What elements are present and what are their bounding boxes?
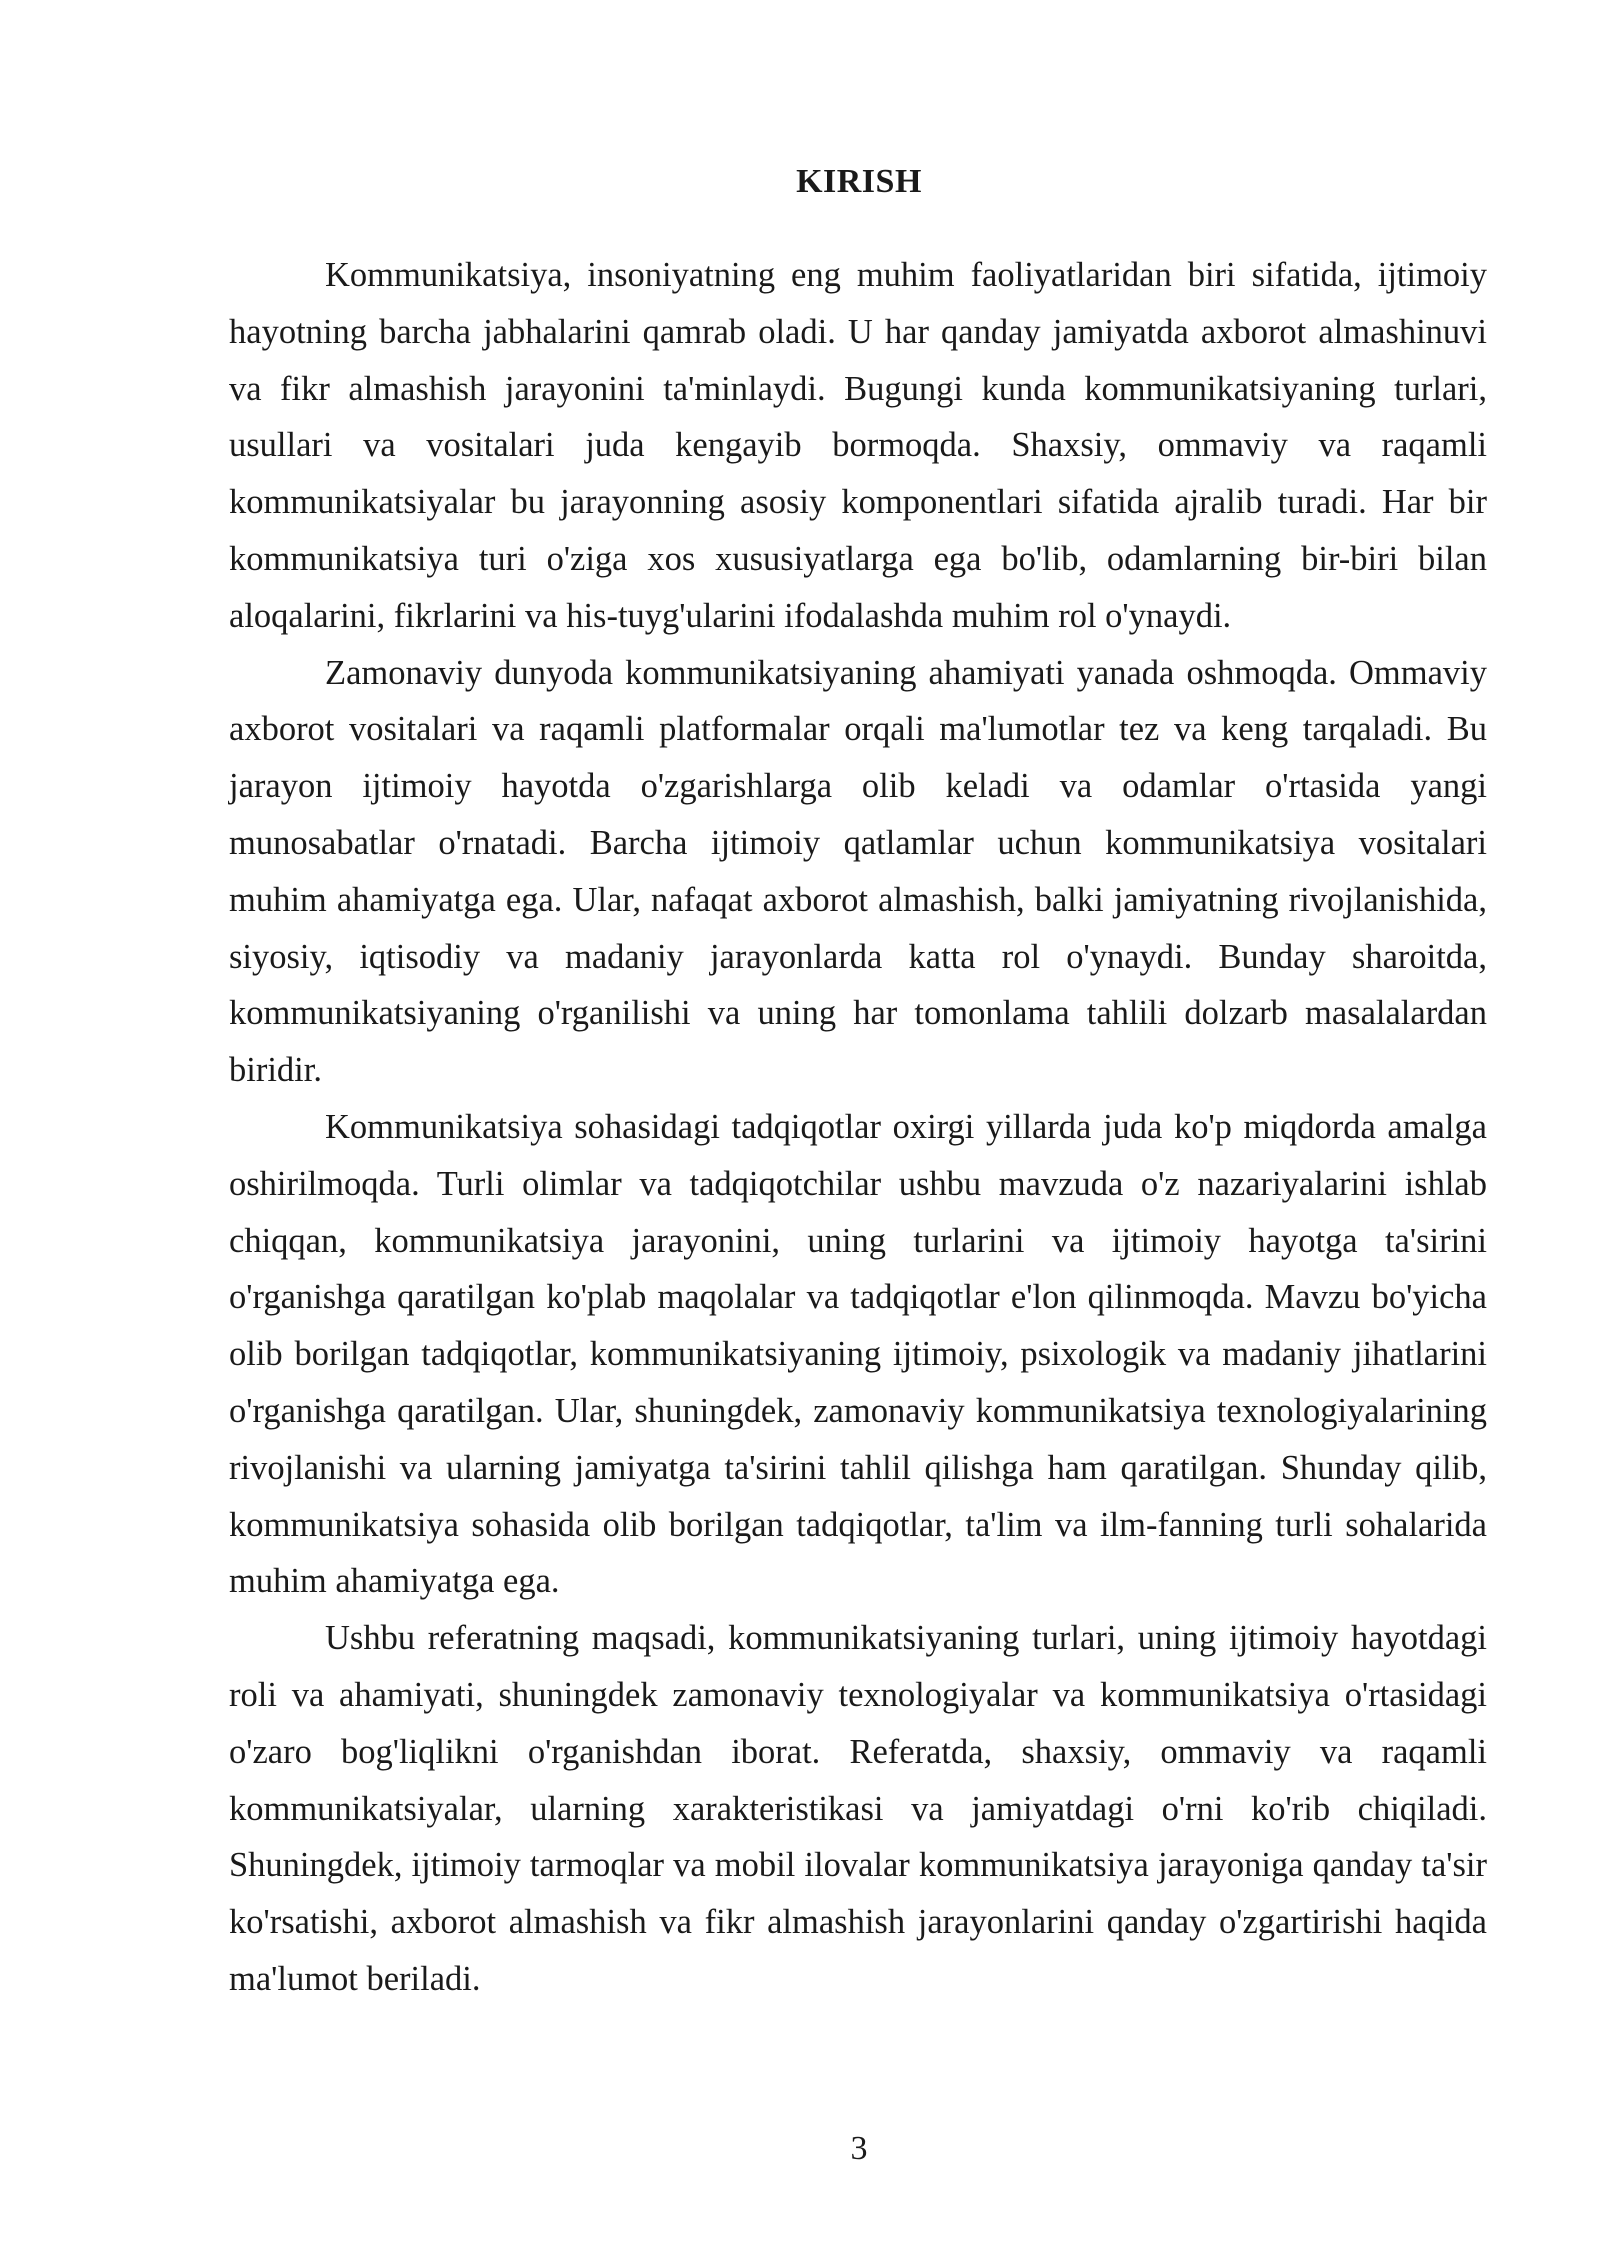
document-body [229,247,1487,2008]
paragraph-1: Kommunikatsiya, insoniyatning eng muhim faoliyatlaridan biri sifatida, ijtimoiy hayotning barcha jabhalarini qamrab oladi. U har qanday jamiyatda axborot almashinuvi va fikr almashish jarayonini ta'minlaydi. Bugungi kunda kommunikatsiyaning turlari, usullari va vositalari juda kengayib bormoqda. Shaxsiy, ommaviy va raqamli kommunikatsiyalar bu jarayonning asosiy komponentlari sifatida ajralib turadi. Har bir kommunikatsiya turi o'ziga xos xususiyatlarga ega bo'lib, odamlarning bir-biri bilan aloqalarini, fikrlarini va his-tuyg'ularini ifodalashda muhim rol o'ynaydi. [229,256,1487,635]
paragraph-3: Kommunikatsiya sohasidagi tadqiqotlar oxirgi yillarda juda ko'p miqdorda amalga oshirilmoqda. Turli olimlar va tadqiqotchilar ushbu mavzuda o'z nazariyalarini ishlab chiqqan, kommunikatsiya jarayonini, uning turlarini va ijtimoiy hayotga ta'sirini o'rganishga qaratilgan ko'plab maqolalar va tadqiqotlar e'lon qilinmoqda. Mavzu bo'yicha olib borilgan tadqiqotlar, kommunikatsiyaning ijtimoiy, psixologik va madaniy jihatlarini o'rganishga qaratilgan. Ular, shuningdek, zamonaviy kommunikatsiya texnologiyalarining rivojlanishi va ularning jamiyatga ta'sirini tahlil qilishga ham qaratilgan. Shunday qilib, kommunikatsiya sohasida olib borilgan tadqiqotlar, ta'lim va ilm-fanning turli sohalarida muhim ahamiyatga ega. [229,1107,1487,1601]
paragraph-2: Zamonaviy dunyoda kommunikatsiyaning ahamiyati yanada oshmoqda. Ommaviy axborot vositalari va raqamli platformalar orqali ma'lumotlar tez va keng tarqaladi. Bu jarayon ijtimoiy hayotda o'zgarishlarga olib keladi va odamlar o'rtasida yangi munosabatlar o'rnatadi. Barcha ijtimoiy qatlamlar uchun kommunikatsiya vositalari muhim ahamiyatga ega. Ular, nafaqat axborot almashish, balki jamiyatning rivojlanishida, siyosiy, iqtisodiy va madaniy jarayonlarda katta rol o'ynaydi. Bunday sharoitda, kommunikatsiyaning o'rganilishi va uning har tomonlama tahlili dolzarb masalalardan biridir. [229,653,1487,1090]
page-title: KIRISH [796,163,922,200]
page-number: 3 [850,2130,868,2167]
paragraph-4: Ushbu referatning maqsadi, kommunikatsiyaning turlari, uning ijtimoiy hayotdagi roli va ahamiyati, shuningdek zamonaviy texnologiyalar va kommunikatsiya o'rtasidagi o'zaro bog'liqlikni o'rganishdan iborat. Referatda, shaxsiy, ommaviy va raqamli kommunikatsiyalar, ularning xarakteristikasi va jamiyatdagi o'rni ko'rib chiqiladi. Shuningdek, ijtimoiy tarmoqlar va mobil ilovalar kommunikatsiya jarayoniga qanday ta'sir ko'rsatishi, axborot almashish va fikr almashish jarayonlarini qanday o'zgartirishi haqida ma'lumot beriladi. [229,1619,1487,1998]
